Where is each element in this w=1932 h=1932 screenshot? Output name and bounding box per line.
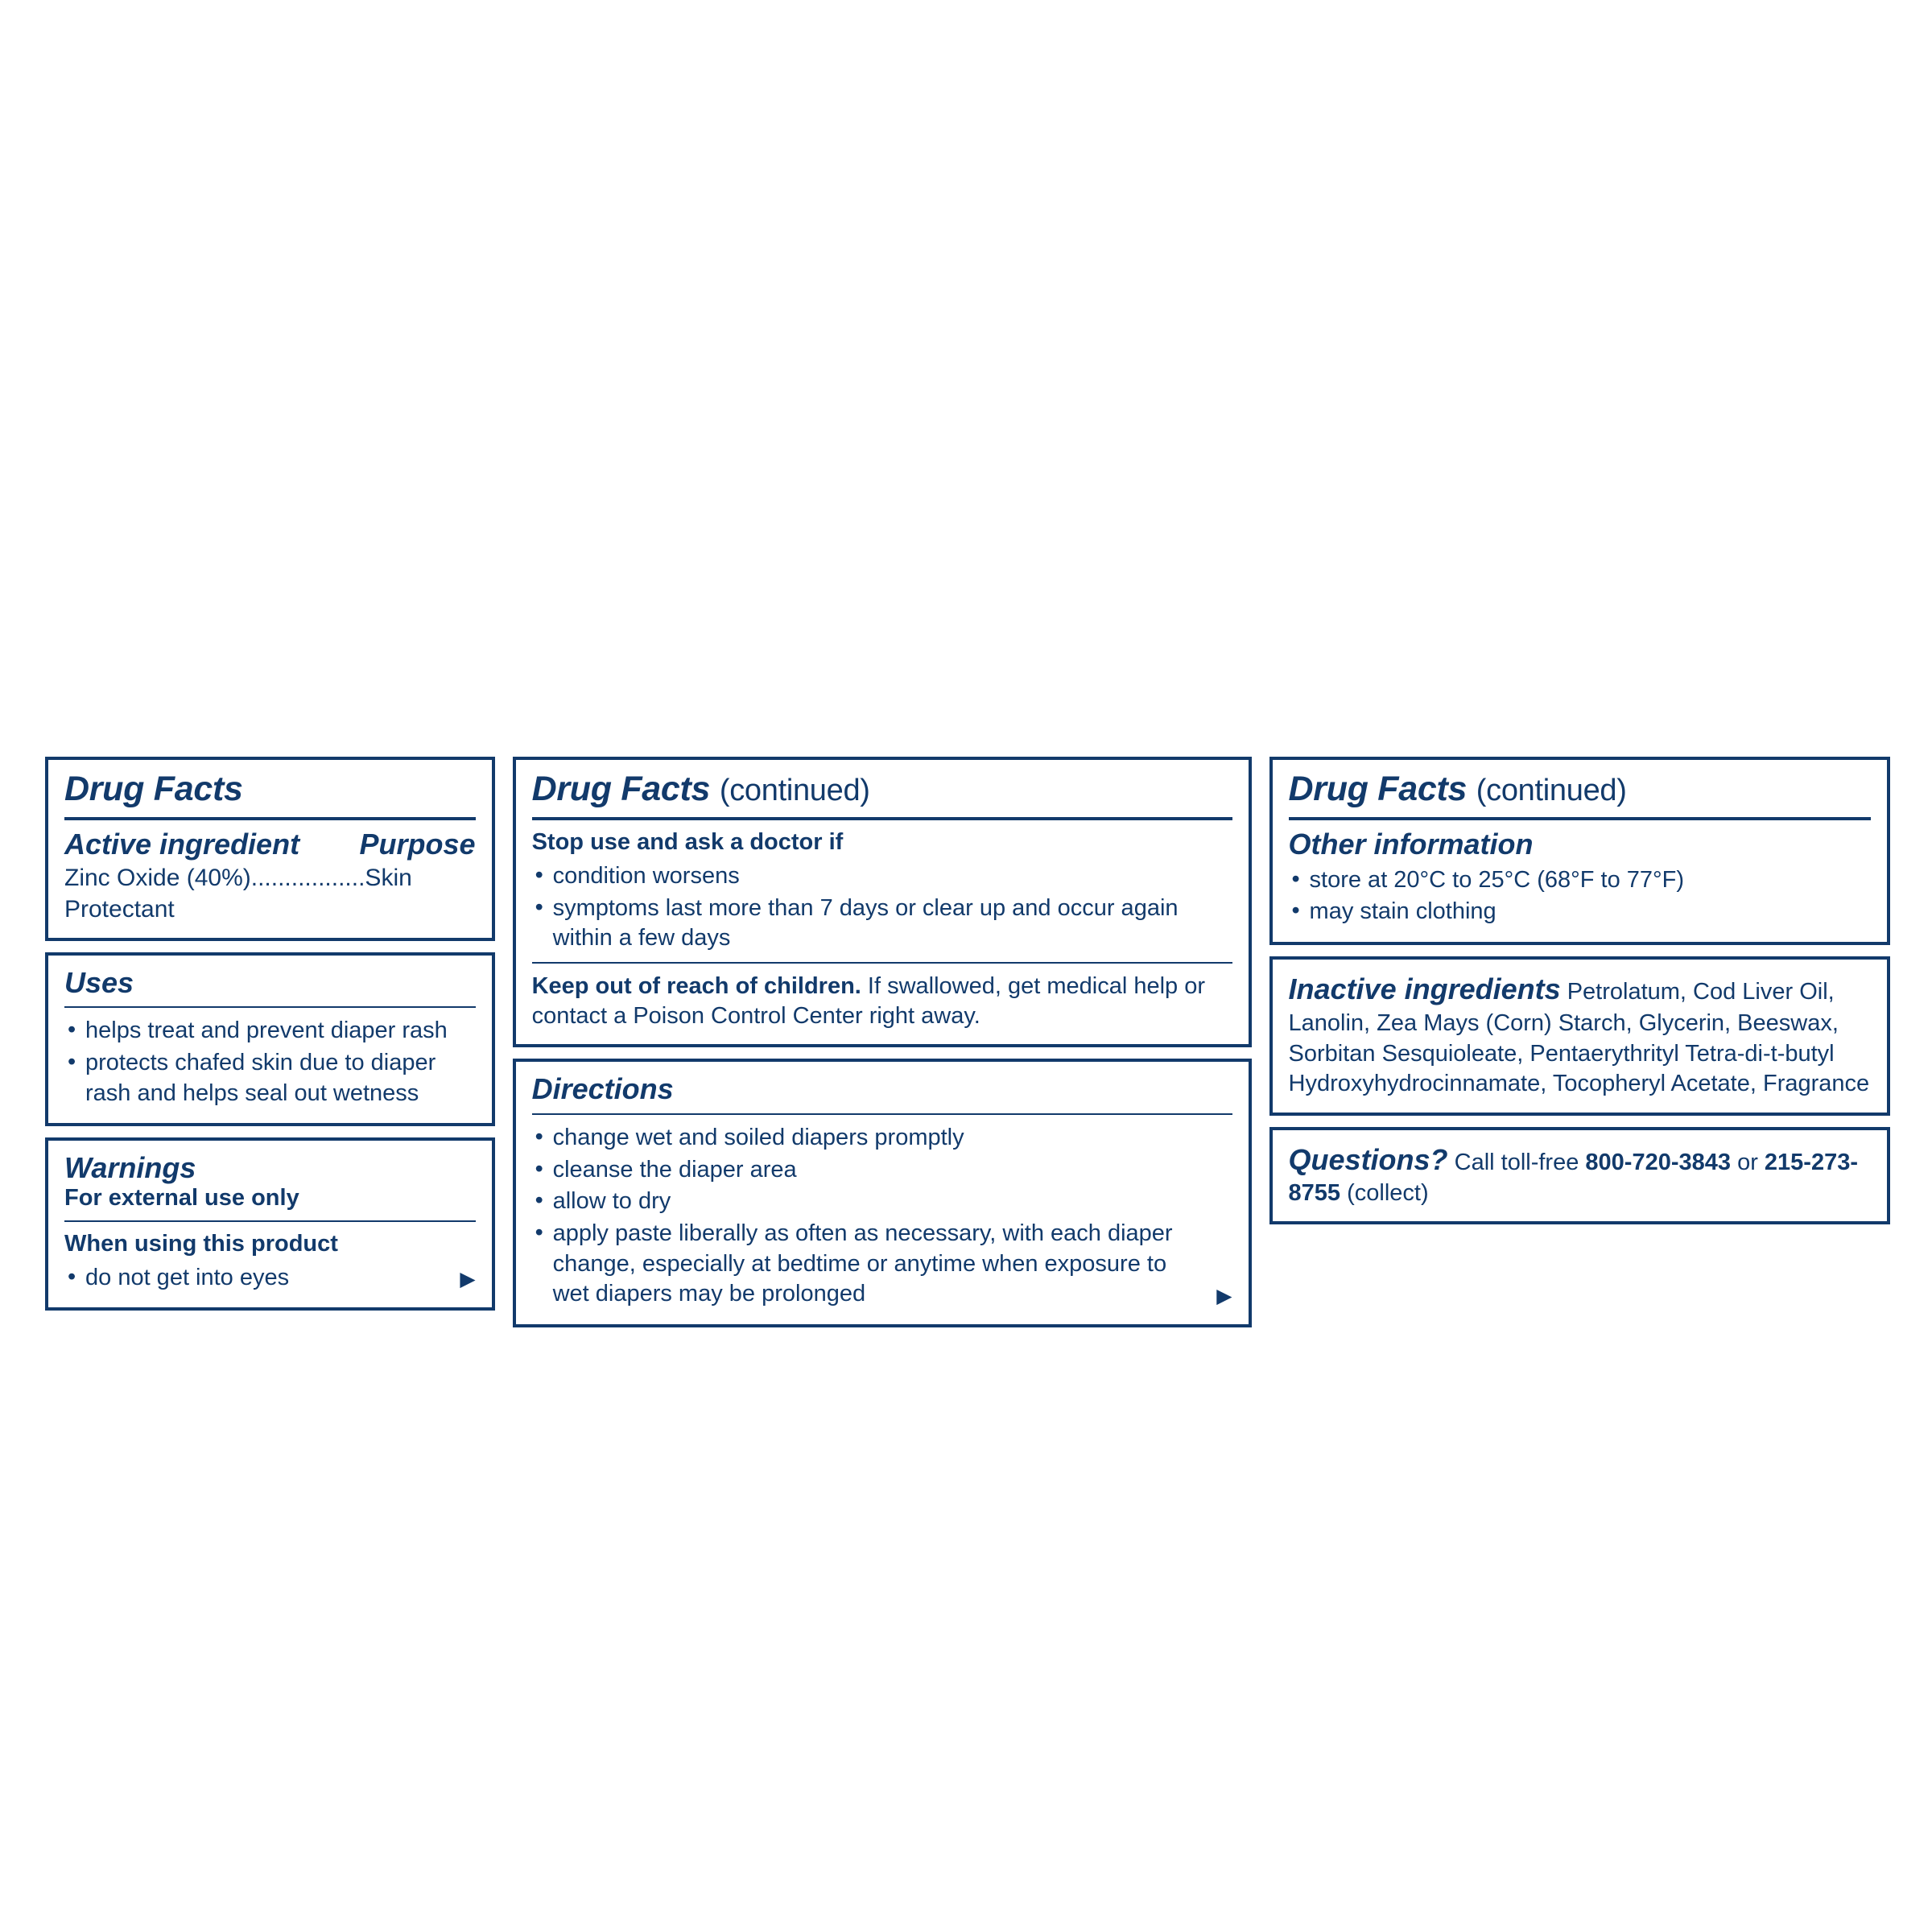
directions-block [532, 1123, 1232, 1310]
list-item: • symptoms last more than 7 days or clear up and occur again within a few days [532, 894, 1232, 954]
list-item: • do not get into eyes [64, 1263, 476, 1294]
drug-facts-column-3 [1269, 757, 1890, 1224]
inactive-ingredients-text: Petrolatum, Cod Liver Oil, Lanolin, Zea Mays (Corn) Starch, Glycerin, Beeswax, Sorbitan Sesquioleate, Pentaerythrityl Tetra-di-t-butyl Hydroxyhydrocinnamate, Tocopheryl Acetate, Fragrance [1288, 979, 1870, 1097]
warnings-subheader: For external use only [64, 1184, 299, 1211]
panel3-title-continued: (continued) [1476, 774, 1627, 807]
warnings-header: Warnings [64, 1151, 196, 1185]
list-item: • condition worsens [532, 861, 1232, 892]
stop-use-list [532, 861, 1232, 954]
divider [532, 1113, 1232, 1115]
keep-out-of-reach-rest: If swallowed, get medical help or contact a Poison Control Center right away. [531, 973, 1206, 1030]
questions-header: Questions? [1288, 1142, 1448, 1176]
panel2-title-text: Drug Facts [531, 770, 711, 808]
purpose-header: Purpose [359, 828, 476, 861]
panel1-title-text: Drug Facts [64, 770, 243, 808]
directions-header: Directions [531, 1072, 674, 1106]
inactive-ingredients-header: Inactive ingredients [1288, 972, 1561, 1006]
active-ingredient-line: Zinc Oxide (40%).................Skin Protectant [64, 864, 412, 923]
list-item: • change wet and soiled diapers promptly [532, 1123, 1232, 1154]
directions-list [532, 1123, 1232, 1310]
list-item: • store at 20°C to 25°C (68°F to 77°F) [1289, 865, 1871, 896]
questions-block [1289, 1141, 1871, 1208]
keep-out-of-reach [532, 972, 1232, 1031]
list-item: • allow to dry [532, 1187, 1232, 1217]
keep-out-of-reach-bold: Keep out of reach of children. [531, 973, 861, 999]
divider [532, 962, 1232, 964]
divider [532, 817, 1232, 820]
stop-use-header: Stop use and ask a doctor if [531, 829, 844, 856]
panel-stop-use [513, 757, 1252, 1047]
list-item: • protects chafed skin due to diaper rash and helps seal out wetness [64, 1048, 476, 1108]
uses-header: Uses [64, 965, 134, 999]
list-item: • cleanse the diaper area [532, 1155, 1232, 1186]
questions-post: (collect) [1340, 1180, 1429, 1207]
questions-phone-collect: 215-273-8755 [1288, 1149, 1859, 1207]
panel3-title [1289, 771, 1871, 814]
other-information-list [1289, 865, 1871, 927]
panel-directions [513, 1059, 1252, 1327]
panel-active-ingredient [45, 757, 495, 941]
panel-inactive-ingredients [1269, 956, 1890, 1116]
panel-questions [1269, 1127, 1890, 1224]
continuation-arrow-icon: ▶ [1216, 1284, 1232, 1307]
drug-facts-column-2 [513, 757, 1252, 1327]
drug-facts-column-1 [45, 757, 495, 1311]
when-using-block [64, 1263, 476, 1294]
questions-phone-tollfree: 800-720-3843 [1585, 1149, 1732, 1175]
panel1-title [64, 771, 476, 814]
when-using-list [64, 1263, 476, 1294]
panel2-title [532, 771, 1232, 814]
list-item: • may stain clothing [1289, 897, 1871, 927]
continuation-arrow-icon: ▶ [460, 1268, 476, 1291]
when-using-header: When using this product [64, 1230, 338, 1257]
active-ingredient-row [64, 828, 476, 861]
panel-other-information [1269, 757, 1890, 945]
divider [64, 817, 476, 820]
uses-list [64, 1016, 476, 1108]
questions-pre: Call toll-free [1454, 1149, 1586, 1175]
panel-uses [45, 952, 495, 1127]
inactive-ingredients-block [1289, 971, 1871, 1100]
panel2-title-continued: (continued) [719, 774, 870, 807]
other-information-header: Other information [1288, 828, 1534, 861]
questions-mid: or [1731, 1149, 1765, 1175]
divider [64, 1220, 476, 1222]
divider [1289, 817, 1871, 820]
divider [64, 1006, 476, 1008]
drug-facts-label [45, 757, 1890, 1327]
list-item: • apply paste liberally as often as necessary, with each diaper change, especially at bedtime or anytime when exposure to wet diapers may be prolonged [532, 1219, 1232, 1310]
list-item: • helps treat and prevent diaper rash [64, 1016, 476, 1046]
panel3-title-text: Drug Facts [1288, 770, 1468, 808]
panel-warnings [45, 1137, 495, 1311]
active-ingredient-header: Active ingredient [64, 828, 300, 861]
